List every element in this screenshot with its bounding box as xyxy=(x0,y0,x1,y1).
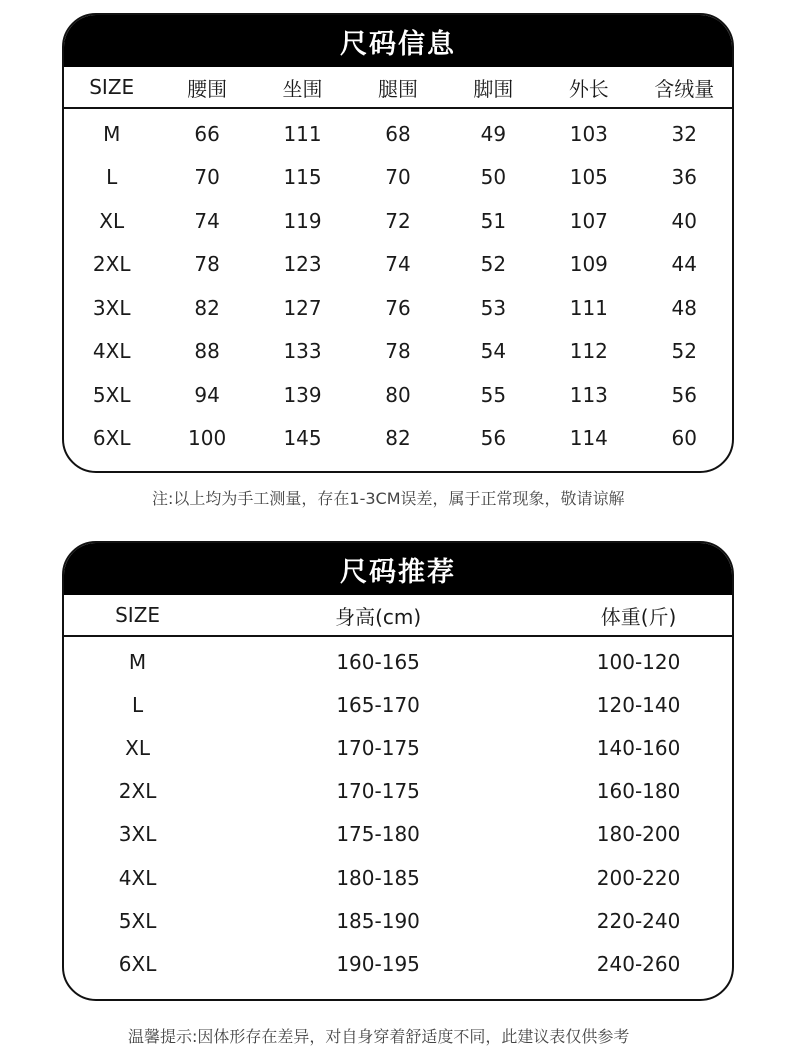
size-recommend-header-cell: 身高(cm) xyxy=(335,604,422,629)
size-recommend-header-cell: 体重(斤) xyxy=(600,604,677,629)
size-recommend-table-cell: 3XL xyxy=(118,822,157,847)
size-info-table-cell: 88 xyxy=(194,339,220,364)
size-recommend-table-cell: M xyxy=(128,649,147,674)
size-info-table-cell: 53 xyxy=(480,295,507,320)
size-recommend-table-row xyxy=(64,813,732,856)
size-recommend-table-cell: 185-190 xyxy=(336,908,420,933)
size-info-header-cell: 坐围 xyxy=(282,76,323,101)
size-info-table-cell: 55 xyxy=(480,382,507,407)
size-info-table-cell: 70 xyxy=(385,165,411,190)
size-recommend-header-row xyxy=(64,595,732,637)
size-recommend-table-cell: 180-185 xyxy=(336,865,420,890)
size-info-table-cell: 105 xyxy=(569,165,608,190)
size-info-table-cell: 80 xyxy=(385,382,411,407)
size-recommend-table-cell: 4XL xyxy=(118,865,157,890)
size-info-table-cell: XL xyxy=(99,208,125,233)
size-info-table-cell: 94 xyxy=(194,382,220,407)
size-recommend-table-row xyxy=(64,726,732,769)
size-recommend-note: 温馨提示:因体形存在差异，对自身穿着舒适度不同，此建议表仅供参考 xyxy=(128,1027,630,1046)
size-recommend-table-cell: 240-260 xyxy=(596,951,681,976)
size-info-table-cell: 112 xyxy=(569,339,608,364)
size-info-table-row xyxy=(64,199,732,243)
size-info-table-cell: 51 xyxy=(480,208,507,233)
size-recommend-table-row xyxy=(64,640,732,683)
size-info-table-cell: 139 xyxy=(283,382,322,407)
size-recommend-table-row xyxy=(64,856,732,899)
size-info-table-cell: 133 xyxy=(283,339,322,364)
size-info-table-cell: 115 xyxy=(283,165,322,190)
size-info-table-cell: 2XL xyxy=(92,252,131,277)
size-recommend-table-row xyxy=(64,899,732,942)
size-info-table-cell: 72 xyxy=(385,208,411,233)
size-recommend-table-cell: 175-180 xyxy=(336,822,420,847)
size-recommend-table-row xyxy=(64,683,732,726)
size-recommend-table-cell: 170-175 xyxy=(336,779,420,804)
size-info-table-cell: 78 xyxy=(385,339,411,364)
size-info-table-cell: 54 xyxy=(480,339,507,364)
size-info-table-cell: 127 xyxy=(283,295,322,320)
size-info-table-cell: 66 xyxy=(194,121,220,146)
size-info-table-cell: 114 xyxy=(569,426,608,451)
size-info-table-cell: 111 xyxy=(283,121,322,146)
size-info-table-cell: 60 xyxy=(671,426,697,451)
size-info-table-cell: 111 xyxy=(569,295,608,320)
size-recommend-table-cell: 160-180 xyxy=(596,779,681,804)
size-info-table-cell: 123 xyxy=(283,252,322,277)
size-info-table-cell: 5XL xyxy=(92,382,131,407)
size-recommend-card xyxy=(62,541,734,1001)
size-recommend-table-cell: 5XL xyxy=(118,908,157,933)
size-recommend-table-cell: L xyxy=(131,692,144,717)
size-info-table-cell: 74 xyxy=(194,208,220,233)
size-info-table-cell: 68 xyxy=(385,121,411,146)
size-info-table-row xyxy=(64,417,732,461)
size-recommend-rows xyxy=(64,637,732,986)
size-info-card xyxy=(62,13,734,473)
size-info-table-cell: 82 xyxy=(194,295,220,320)
size-info-table-cell: 82 xyxy=(385,426,411,451)
size-info-table-row xyxy=(64,286,732,330)
size-info-table-row xyxy=(64,112,732,156)
size-info-title: 尺码信息 xyxy=(64,15,732,67)
size-info-table-cell: 36 xyxy=(671,165,697,190)
size-info-header-cell: 脚围 xyxy=(473,76,514,101)
size-info-table-cell: 56 xyxy=(480,426,507,451)
size-info-header-cell: 含绒量 xyxy=(654,76,715,101)
size-recommend-table-row xyxy=(64,942,732,985)
size-info-table-row xyxy=(64,243,732,287)
size-info-table-cell: 44 xyxy=(671,252,697,277)
size-info-table-cell: 49 xyxy=(480,121,507,146)
size-info-table-cell: 48 xyxy=(671,295,697,320)
size-info-table-cell: 50 xyxy=(480,165,507,190)
size-info-table-cell: 3XL xyxy=(92,295,131,320)
size-info-table-cell: 52 xyxy=(671,339,697,364)
size-info-table-cell: 70 xyxy=(194,165,220,190)
size-recommend-table-row xyxy=(64,770,732,813)
size-recommend-table-cell: XL xyxy=(125,735,150,760)
size-info-table-row xyxy=(64,330,732,374)
size-recommend-table-cell: 6XL xyxy=(118,951,157,976)
size-recommend-table-cell: 200-220 xyxy=(596,865,681,890)
size-info-rows xyxy=(64,109,732,460)
size-info-table-cell: 113 xyxy=(569,382,608,407)
size-recommend-title: 尺码推荐 xyxy=(64,543,732,595)
size-recommend-table-cell: 165-170 xyxy=(336,692,420,717)
size-info-header-row xyxy=(64,67,732,109)
size-recommend-table-cell: 120-140 xyxy=(596,692,681,717)
size-info-table-cell: 119 xyxy=(283,208,322,233)
size-info-table-cell: 107 xyxy=(569,208,608,233)
size-recommend-table-cell: 2XL xyxy=(118,779,157,804)
size-recommend-header-cell: SIZE xyxy=(115,603,161,627)
size-info-table-cell: 74 xyxy=(385,252,411,277)
size-info-table-row xyxy=(64,156,732,200)
size-info-table-row xyxy=(64,373,732,417)
size-info-table-cell: 78 xyxy=(194,252,220,277)
size-recommend-table-cell: 190-195 xyxy=(336,951,420,976)
size-info-header-cell: SIZE xyxy=(89,75,135,99)
size-info-table-cell: 145 xyxy=(283,426,322,451)
size-recommend-table-cell: 100-120 xyxy=(596,649,681,674)
size-info-table-cell: 56 xyxy=(671,382,697,407)
size-recommend-table-cell: 170-175 xyxy=(336,735,420,760)
size-info-table-cell: M xyxy=(103,121,121,146)
size-info-table-cell: 40 xyxy=(671,208,697,233)
size-info-table-cell: 52 xyxy=(480,252,507,277)
size-info-header-cell: 腿围 xyxy=(377,76,418,101)
size-recommend-table-cell: 160-165 xyxy=(336,649,420,674)
size-info-table-cell: 100 xyxy=(188,426,227,451)
size-info-table-cell: 76 xyxy=(385,295,411,320)
size-info-header-cell: 腰围 xyxy=(187,76,228,101)
size-info-header-cell: 外长 xyxy=(568,76,609,101)
size-recommend-table-cell: 140-160 xyxy=(596,735,681,760)
size-info-note: 注:以上均为手工测量，存在1-3CM误差，属于正常现象，敬请谅解 xyxy=(152,489,625,508)
size-info-table-cell: 32 xyxy=(671,121,697,146)
size-info-table-cell: 4XL xyxy=(92,339,131,364)
size-recommend-table-cell: 220-240 xyxy=(596,908,681,933)
size-info-table-cell: 6XL xyxy=(92,426,131,451)
size-info-table-cell: 103 xyxy=(569,121,608,146)
size-info-table-cell: 109 xyxy=(569,252,608,277)
size-info-table-cell: L xyxy=(106,165,118,190)
size-recommend-table-cell: 180-200 xyxy=(596,822,681,847)
